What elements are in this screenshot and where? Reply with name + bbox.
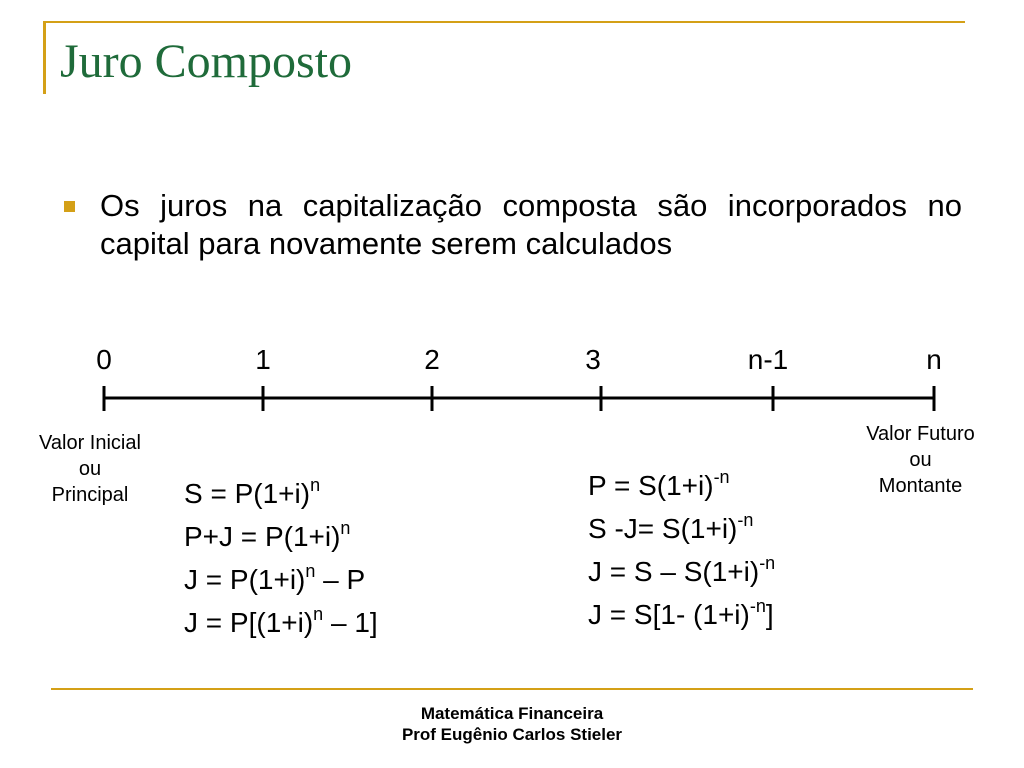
timeline-axis (0, 380, 1024, 420)
formula-line: $P+J = P(1+i)^n$ (184, 518, 351, 552)
timeline-tick-label: 2 (424, 344, 440, 375)
formula-line: S $-J= S(1+i)^{-n}$ (588, 510, 754, 544)
formula-line: $J = S - S(1+i)^{-n}$ (588, 553, 776, 587)
bullet-text: Os juros na capitalização composta são incorporados no capital para novamente serem calculados (100, 188, 962, 261)
slide-title: Juro Composto (60, 35, 353, 88)
footer-course: Matemática Financeira (420, 704, 604, 723)
start-label-line: Principal (51, 484, 129, 506)
formula-line: $P = S(1+i)^{-n}$ (588, 467, 730, 501)
end-label-line: Montante (878, 475, 963, 497)
bullet-square-icon (64, 201, 75, 212)
start-label-line: ou (78, 458, 102, 480)
formula-line: $S = P(1+i)^n$ (184, 475, 321, 509)
formulas-future-value (184, 474, 378, 646)
start-label-line: Valor Inicial (39, 432, 141, 454)
end-label-line: ou (909, 449, 932, 471)
formula-line: J = S[1- $(1+i)^{-n}$] (588, 596, 774, 630)
start-value-label (20, 430, 160, 508)
timeline-tick-label: n (926, 344, 942, 375)
frame-accent-horizontal (43, 21, 965, 23)
formula-line: $J = P(1+i)^n - P$ (184, 561, 366, 595)
frame-accent-vertical (43, 21, 46, 94)
end-value-label (848, 421, 993, 499)
footer-divider (51, 688, 973, 690)
end-label-line: Valor Futuro (866, 423, 975, 445)
footer-author: Prof Eugênio Carlos Stieler (401, 725, 623, 744)
formulas-present-value (588, 466, 775, 638)
timeline-tick-label: 0 (96, 344, 112, 375)
formula-line: $J = P[(1+i)^n - 1]$ (184, 604, 378, 638)
footer (0, 703, 1024, 745)
timeline-tick-label: 1 (255, 344, 271, 375)
timeline-tick-label: 3 (585, 344, 601, 375)
timeline-tick-label: n-1 (747, 344, 789, 375)
